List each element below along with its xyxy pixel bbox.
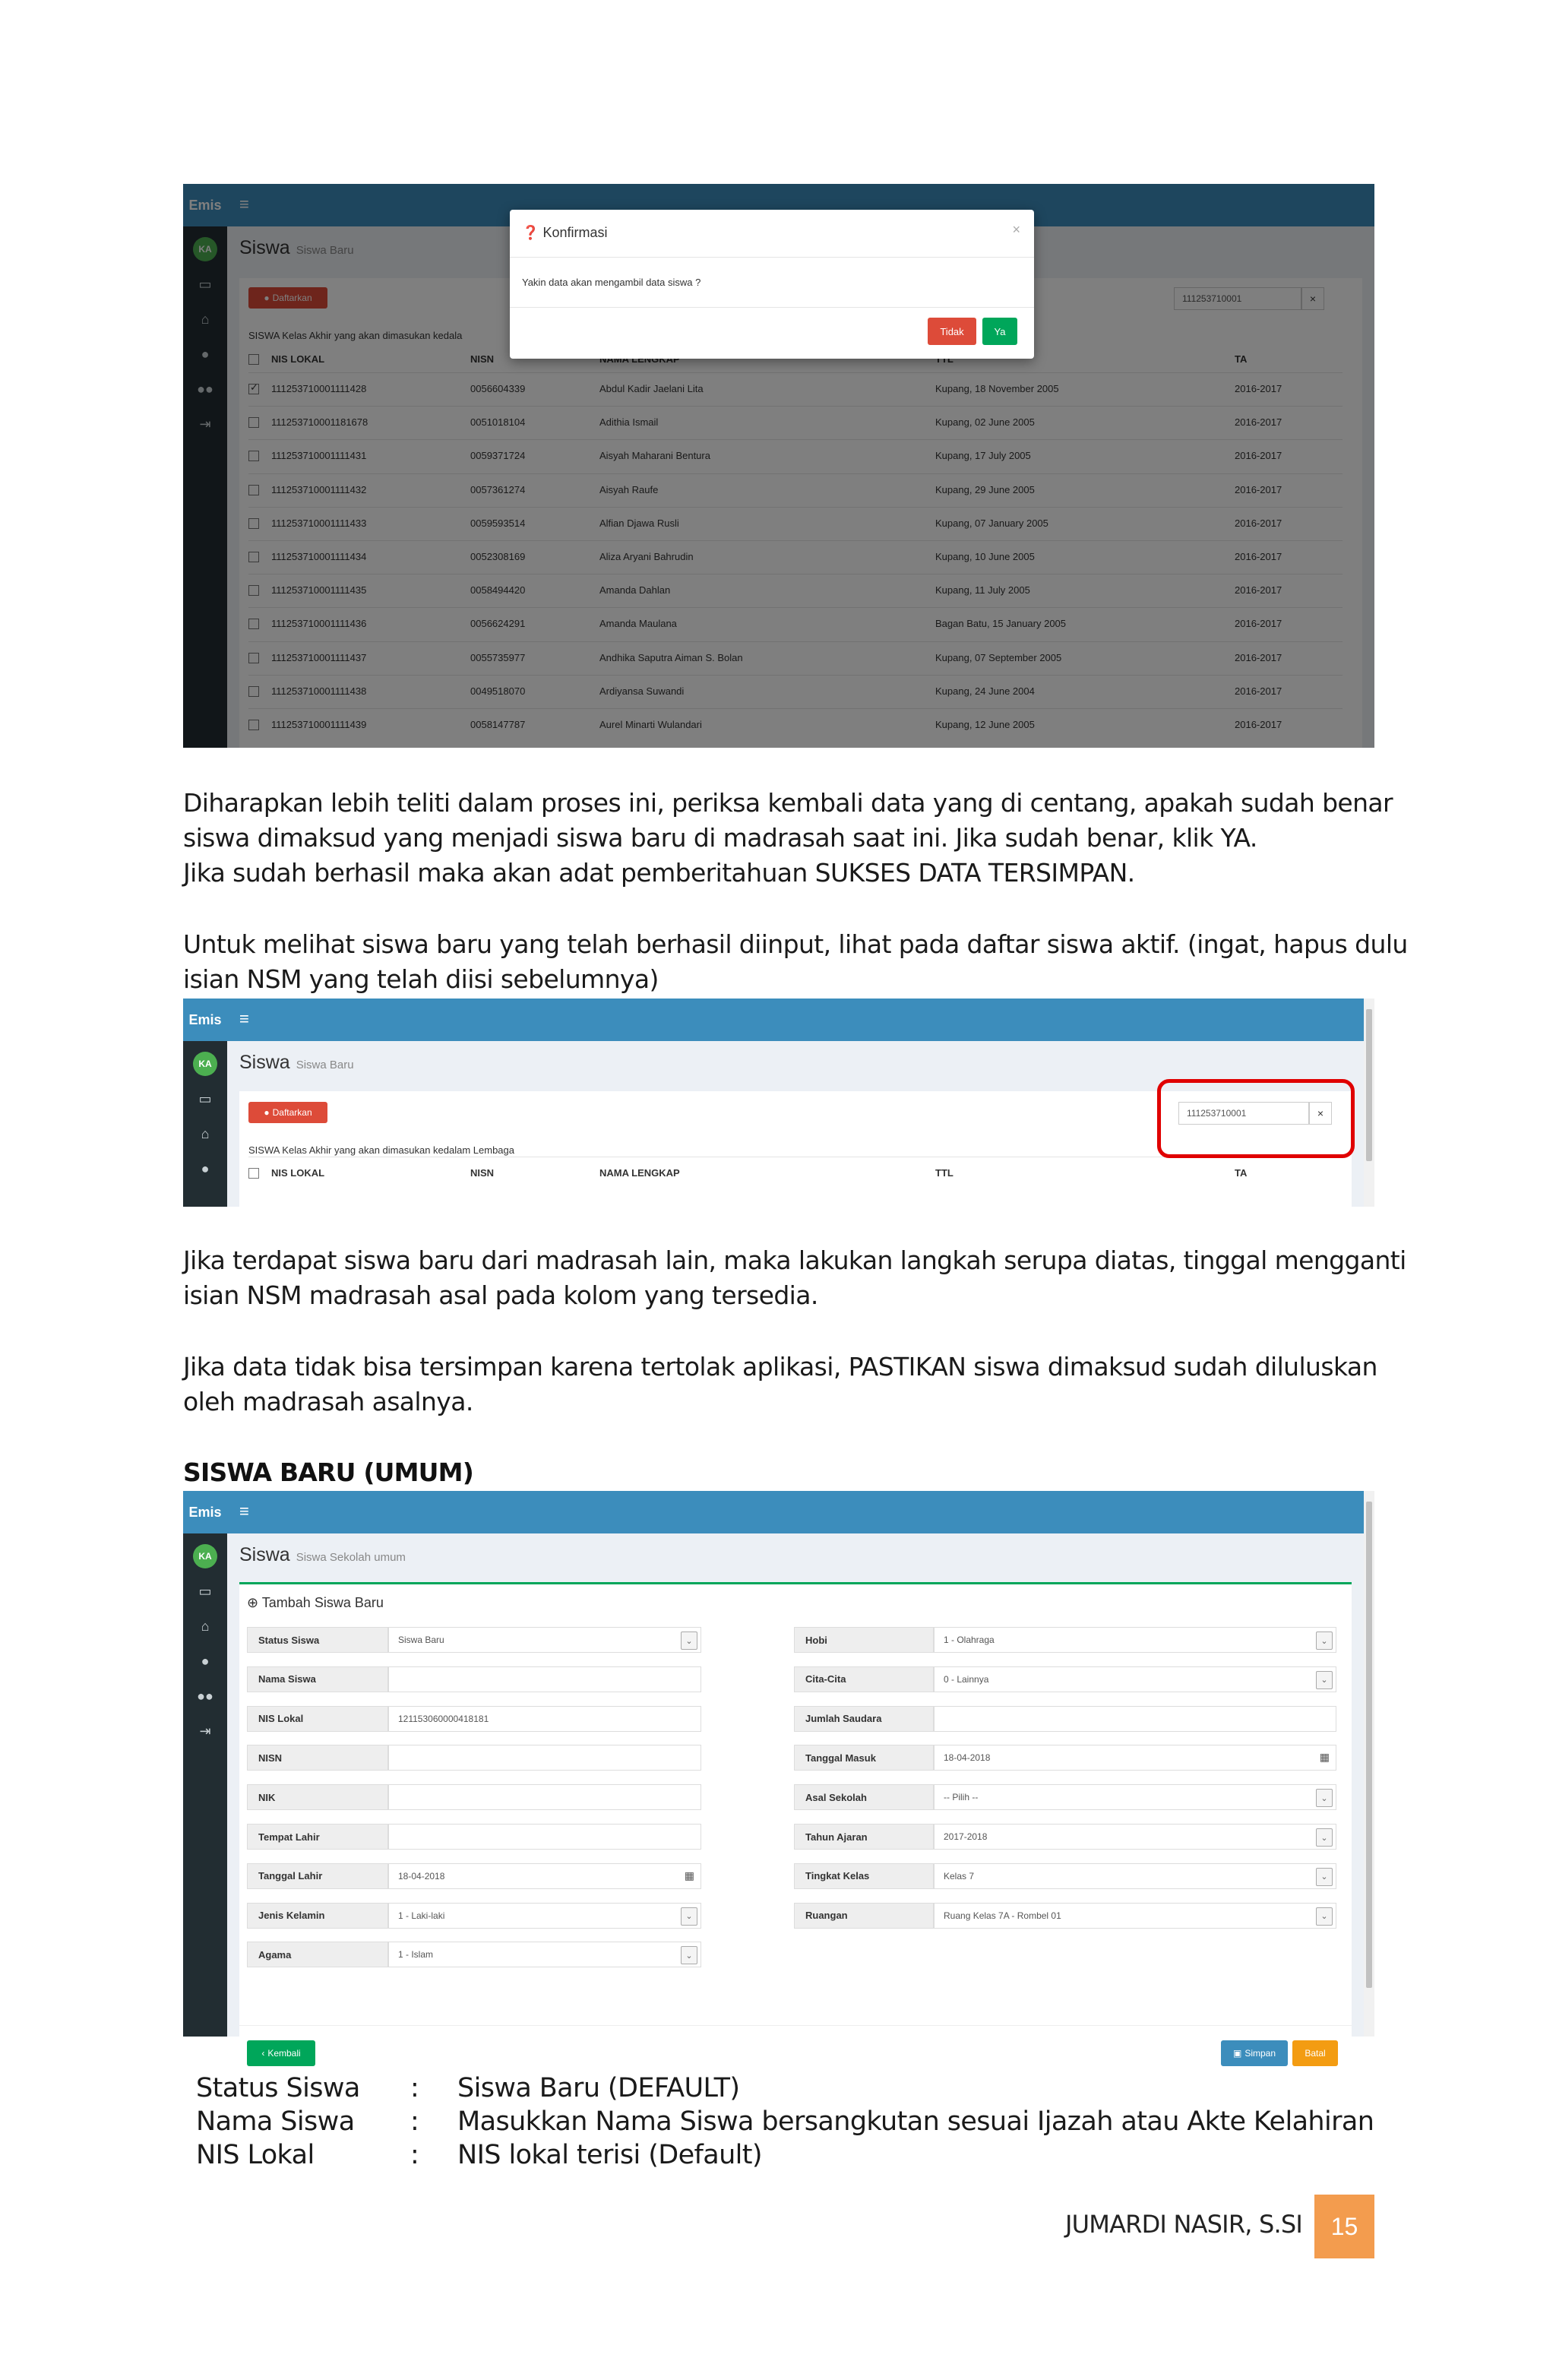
- institution-icon[interactable]: ⌂: [201, 1126, 210, 1141]
- footer-author: JUMARDI NASIR, S.SI: [1065, 2210, 1303, 2239]
- text-line: Diharapkan lebih teliti dalam proses ini, periksa kembali data yang di centang, apakah sudah benar: [183, 788, 1393, 818]
- field-input[interactable]: [934, 1824, 1336, 1850]
- form-row: [247, 1706, 701, 1732]
- daftarkan-button[interactable]: ● Daftarkan: [248, 1102, 327, 1123]
- column-header: TTL: [935, 1167, 954, 1179]
- page-title: Siswa Siswa Baru: [239, 1052, 354, 1073]
- form-row: [794, 1784, 1336, 1810]
- field-value: 2017-2018: [944, 1831, 988, 1842]
- user-icon[interactable]: ●: [201, 1654, 210, 1669]
- field-label: Status Siswa: [247, 1627, 388, 1653]
- field-label: NIK: [247, 1784, 388, 1810]
- form-left-column: [247, 1627, 703, 1992]
- modal-title: ❓ Konfirmasi: [522, 225, 608, 240]
- modal-divider: [510, 257, 1034, 258]
- field-value: 18-04-2018: [398, 1870, 445, 1882]
- main-content: [227, 1533, 1364, 2059]
- table-header-row: [248, 1157, 1343, 1190]
- calendar-icon[interactable]: ▦: [1319, 1751, 1330, 1764]
- field-value: -- Pilih --: [944, 1792, 979, 1803]
- screenshot-search-field: [183, 999, 1374, 1207]
- field-input[interactable]: [388, 1706, 701, 1732]
- field-input[interactable]: [934, 1784, 1336, 1810]
- field-label: Tanggal Lahir: [247, 1863, 388, 1889]
- form-row: [794, 1903, 1336, 1929]
- scrollbar[interactable]: [1364, 999, 1374, 1207]
- column-header: NAMA LENGKAP: [599, 1167, 680, 1179]
- field-value: Siswa Baru: [398, 1635, 444, 1645]
- field-label: Tingkat Kelas: [794, 1863, 934, 1889]
- app-logo[interactable]: Emis: [188, 1504, 222, 1520]
- table-caption: SISWA Kelas Akhir yang akan dimasukan kedalam Lembaga: [248, 1144, 514, 1156]
- field-input[interactable]: [934, 1627, 1336, 1653]
- form-row: [794, 1706, 1336, 1732]
- dropdown-arrow-icon[interactable]: ⌄: [681, 1632, 697, 1650]
- paragraph-view-active: [183, 927, 1408, 997]
- info-sep: :: [410, 2073, 419, 2103]
- field-input[interactable]: [388, 1666, 701, 1692]
- dropdown-arrow-icon[interactable]: ⌄: [1316, 1828, 1333, 1847]
- field-label: Tanggal Masuk: [794, 1745, 934, 1771]
- field-value: 1 - Islam: [398, 1949, 434, 1961]
- monitor-icon[interactable]: ▭: [198, 1584, 212, 1599]
- nsm-search-input[interactable]: 111253710001: [1178, 1102, 1309, 1125]
- field-value: 1 - Laki-laki: [398, 1910, 445, 1921]
- kembali-button[interactable]: ‹ Kembali: [247, 2040, 315, 2066]
- field-input[interactable]: [934, 1666, 1336, 1692]
- text-line: isian NSM yang telah diisi sebelumnya): [183, 964, 659, 994]
- screenshot-confirm-dialog: [183, 184, 1374, 748]
- app-logo[interactable]: Emis: [188, 1011, 222, 1027]
- sidebar: [183, 1041, 227, 1207]
- batal-button[interactable]: Batal: [1292, 2040, 1338, 2066]
- form-row: [794, 1863, 1336, 1889]
- info-value: Masukkan Nama Siswa bersangkutan sesuai Ijazah atau Akte Kelahiran: [457, 2106, 1374, 2137]
- field-value: 0 - Lainnya: [944, 1673, 989, 1685]
- field-label: Hobi: [794, 1627, 934, 1653]
- form-row: [247, 1942, 701, 1967]
- simpan-button[interactable]: ▣ Simpan: [1221, 2040, 1288, 2066]
- field-label: Asal Sekolah: [794, 1784, 934, 1810]
- field-input[interactable]: [388, 1745, 701, 1771]
- text-line: siswa dimaksud yang menjadi siswa baru di madrasah saat ini. Jika sudah benar, klik YA.: [183, 823, 1257, 853]
- scrollbar[interactable]: [1364, 1491, 1374, 2037]
- dropdown-arrow-icon[interactable]: ⌄: [1316, 1868, 1333, 1886]
- ya-button[interactable]: Ya: [982, 318, 1017, 345]
- form-row: [247, 1903, 701, 1929]
- info-value: NIS lokal terisi (Default): [457, 2140, 762, 2170]
- save-icon: ▣: [1232, 2048, 1242, 2059]
- institution-icon[interactable]: ⌂: [201, 1619, 210, 1634]
- info-label: NIS Lokal: [196, 2140, 315, 2170]
- text-line: isian NSM madrasah asal pada kolom yang tersedia.: [183, 1280, 818, 1310]
- info-sep: :: [410, 2106, 419, 2137]
- text-line: Untuk melihat siswa baru yang telah berhasil diinput, lihat pada daftar siswa aktif. (ingat, hapus dulu: [183, 929, 1408, 959]
- dropdown-arrow-icon[interactable]: ⌄: [1316, 1671, 1333, 1689]
- page-title: Siswa Siswa Sekolah umum: [239, 1544, 406, 1565]
- form-row: [794, 1824, 1336, 1850]
- form-row: [794, 1627, 1336, 1653]
- info-label: Status Siswa: [196, 2073, 360, 2103]
- form-row: [247, 1824, 701, 1850]
- form-row: [794, 1745, 1336, 1771]
- field-label: Jenis Kelamin: [247, 1903, 388, 1929]
- field-value: Ruang Kelas 7A - Rombel 01: [944, 1910, 1061, 1921]
- field-input[interactable]: [934, 1903, 1336, 1929]
- form-row: [247, 1745, 701, 1771]
- form-row: [247, 1863, 701, 1889]
- info-sep: :: [410, 2140, 419, 2170]
- column-header: TA: [1235, 1167, 1248, 1179]
- field-input[interactable]: [934, 1745, 1336, 1771]
- field-label: NISN: [247, 1745, 388, 1771]
- student-table: [248, 1157, 1343, 1202]
- question-icon: ❓: [522, 225, 539, 240]
- user-icon[interactable]: ●: [201, 1161, 210, 1176]
- clear-search-button[interactable]: ×: [1309, 1102, 1332, 1125]
- avatar[interactable]: KA: [193, 1544, 217, 1568]
- paragraph-rejected: [183, 1350, 1377, 1419]
- field-label: Jumlah Saudara: [794, 1706, 934, 1732]
- users-icon[interactable]: ●●: [197, 1688, 213, 1704]
- text-line: oleh madrasah asalnya.: [183, 1387, 473, 1416]
- dropdown-arrow-icon[interactable]: ⌄: [1316, 1789, 1333, 1807]
- form-title: ⊕ Tambah Siswa Baru: [247, 1595, 384, 1610]
- modal-close-button[interactable]: ×: [1012, 222, 1020, 237]
- top-navbar: [183, 1491, 1374, 1533]
- confirm-modal: [510, 210, 1034, 359]
- screenshot-add-student-form: [183, 1491, 1374, 2059]
- paragraph-other-madrasah: [183, 1243, 1406, 1313]
- field-label: Tahun Ajaran: [794, 1824, 934, 1850]
- field-label: NIS Lokal: [247, 1706, 388, 1732]
- paragraph-verify: [183, 786, 1393, 891]
- search-highlight-box: [1157, 1079, 1355, 1158]
- calendar-icon[interactable]: ▦: [684, 1869, 694, 1882]
- text-line: Jika data tidak bisa tersimpan karena tertolak aplikasi, PASTIKAN siswa dimaksud sudah diluluskan: [183, 1352, 1377, 1381]
- info-label: Nama Siswa: [196, 2106, 355, 2137]
- field-label: Tempat Lahir: [247, 1824, 388, 1850]
- form-footer-divider: [239, 2025, 1352, 2026]
- text-line: Jika terdapat siswa baru dari madrasah lain, maka lakukan langkah serupa diatas, tinggal mengganti: [183, 1245, 1406, 1275]
- form-row: [247, 1627, 701, 1653]
- field-label: Agama: [247, 1942, 388, 1967]
- field-input[interactable]: [934, 1706, 1336, 1732]
- modal-message: Yakin data akan mengambil data siswa ?: [522, 277, 701, 288]
- select-all-checkbox[interactable]: [248, 1168, 259, 1179]
- field-input[interactable]: [388, 1942, 701, 1967]
- sidebar: [183, 1533, 227, 2037]
- column-header: NIS LOKAL: [271, 1167, 325, 1179]
- info-value: Siswa Baru (DEFAULT): [457, 2073, 740, 2103]
- dropdown-arrow-icon[interactable]: ⌄: [681, 1946, 697, 1964]
- form-panel: [239, 1582, 1352, 2059]
- plus-circle-icon: ⊕: [247, 1595, 259, 1610]
- field-value: 1 - Olahraga: [944, 1635, 995, 1645]
- field-input[interactable]: [388, 1863, 701, 1889]
- field-value: Kelas 7: [944, 1870, 975, 1882]
- monitor-icon[interactable]: ▭: [198, 1091, 212, 1106]
- dropdown-arrow-icon[interactable]: ⌄: [681, 1907, 697, 1926]
- form-row: [247, 1784, 701, 1810]
- field-label: Ruangan: [794, 1903, 934, 1929]
- field-input[interactable]: [388, 1784, 701, 1810]
- logout-icon[interactable]: ⇥: [199, 1723, 211, 1739]
- field-value: 18-04-2018: [944, 1752, 991, 1764]
- dropdown-arrow-icon[interactable]: ⌄: [1316, 1907, 1333, 1926]
- dropdown-arrow-icon[interactable]: ⌄: [1316, 1632, 1333, 1650]
- top-navbar: [183, 999, 1374, 1041]
- menu-toggle-icon[interactable]: ≡: [239, 1009, 249, 1028]
- menu-toggle-icon[interactable]: ≡: [239, 1502, 249, 1521]
- field-input[interactable]: [934, 1863, 1336, 1889]
- field-value: 121153060000418181: [398, 1713, 489, 1724]
- modal-footer-divider: [510, 307, 1034, 308]
- tidak-button[interactable]: Tidak: [928, 318, 976, 345]
- field-input[interactable]: [388, 1903, 701, 1929]
- field-label: Cita-Cita: [794, 1666, 934, 1692]
- field-input[interactable]: [388, 1627, 701, 1653]
- text-line: Jika sudah berhasil maka akan adat pemberitahuan SUKSES DATA TERSIMPAN.: [183, 858, 1135, 888]
- page-number: 15: [1314, 2195, 1374, 2258]
- field-input[interactable]: [388, 1824, 701, 1850]
- field-label: Nama Siswa: [247, 1666, 388, 1692]
- form-right-column: [794, 1627, 1338, 1992]
- form-row: [794, 1666, 1336, 1692]
- section-heading: SISWA BARU (UMUM): [183, 1457, 473, 1487]
- avatar[interactable]: KA: [193, 1052, 217, 1076]
- form-row: [247, 1666, 701, 1692]
- column-header: NISN: [470, 1167, 495, 1179]
